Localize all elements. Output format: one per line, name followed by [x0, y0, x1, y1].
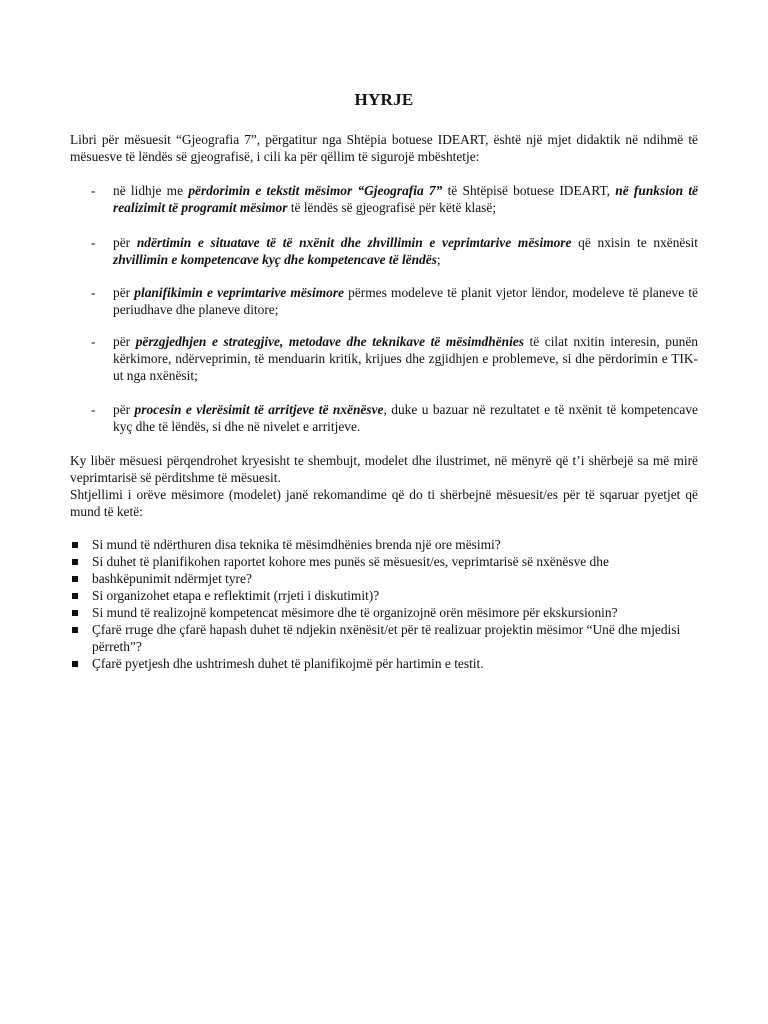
list-item: Si organizohet etapa e reflektimit (rrjeti i diskutimit)?: [70, 587, 698, 604]
bullet-square-icon: [72, 627, 78, 633]
bullet-square-icon: [72, 576, 78, 582]
dash-list-item: [91, 182, 698, 216]
bullet-square-icon: [72, 593, 78, 599]
bullet-square-icon: [72, 661, 78, 667]
list-item: Si duhet të planifikohen raportet kohore mes punës së mësuesit/es, veprimtarisë së nxënësve dhe: [70, 553, 698, 570]
dash-marker: -: [91, 285, 96, 300]
dash-item-text: për planifikimin e veprimtarive mësimore përmes modeleve të planit vjetor lëndor, modeleve të planeve të periudhave dhe planeve ditore;: [113, 285, 698, 317]
bullet-square-icon: [72, 542, 78, 548]
page-title: HYRJE: [354, 90, 414, 109]
dash-item-text: për procesin e vlerësimit të arritjeve të nxënësve, duke u bazuar në rezultatet e të nxënit të kompetencave kyç dhe të lëndës, si dhe në nivelet e arritjeve.: [113, 402, 698, 434]
body-paragraph: Shtjellimi i orëve mësimore (modelet) janë rekomandime që do ti shërbejnë mësuesit/es për të sqaruar pyetjet që mund të ketë:: [70, 487, 698, 519]
list-item: Çfarë rruge dhe çfarë hapash duhet të ndjekin nxënësit/et për të realizuar projektin mësimor “Unë dhe mjedisi përreth”?: [70, 621, 698, 655]
dash-item-text: për ndërtimin e situatave të të nxënit dhe zhvillimin e veprimtarive mësimore që nxisin te nxënësit zhvillimin e kompetencave kyç dhe kompetencave të lëndës;: [113, 235, 698, 267]
dash-marker: -: [91, 402, 96, 417]
dash-marker: -: [91, 235, 96, 250]
question-list: [70, 536, 698, 672]
dash-item-text: për përzgjedhjen e strategjive, metodave dhe teknikave të mësimdhënies të cilat nxitin interesin, punën kërkimore, ndërveprimin, të menduarin kritik, krijues dhe zgjidhjen e problemeve, si dhe përdorimin e TIK-ut nga nxënësit;: [113, 334, 698, 383]
bullet-square-icon: [72, 559, 78, 565]
list-item: bashkëpunimit ndërmjet tyre?: [70, 570, 698, 587]
list-item: Si mund të realizojnë kompetencat mësimore dhe të organizojnë orën mësimore për ekskursionin?: [70, 604, 698, 621]
dash-list-item: [91, 284, 698, 318]
dash-item-text: në lidhje me përdorimin e tekstit mësimor “Gjeografia 7” të Shtëpisë botuese IDEART, në funksion të realizimit të programit mësimor të lëndës së gjeografisë për këtë klasë;: [113, 183, 698, 215]
dash-list-item: [91, 234, 698, 268]
list-item: Çfarë pyetjesh dhe ushtrimesh duhet të planifikojmë për hartimin e testit.: [70, 655, 698, 672]
bullet-square-icon: [72, 610, 78, 616]
dash-marker: -: [91, 334, 96, 349]
intro-paragraph: Libri për mësuesit “Gjeografia 7”, përgatitur nga Shtëpia botuese IDEART, është një mjet didaktik në ndihmë të mësuesve të lëndës së gjeografisë, i cili ka për qëllim të sigurojë mbështetje:: [70, 132, 698, 164]
dash-list-item: [91, 333, 698, 384]
dash-list-item: [91, 401, 698, 435]
body-paragraph: Ky libër mësuesi përqendrohet kryesisht te shembujt, modelet dhe ilustrimet, në mënyrë që t’i shërbejë sa më mirë veprimtarisë së përditshme të mësuesit.: [70, 453, 698, 485]
dash-marker: -: [91, 183, 96, 198]
list-item: Si mund të ndërthuren disa teknika të mësimdhënies brenda një ore mësimi?: [70, 536, 698, 553]
